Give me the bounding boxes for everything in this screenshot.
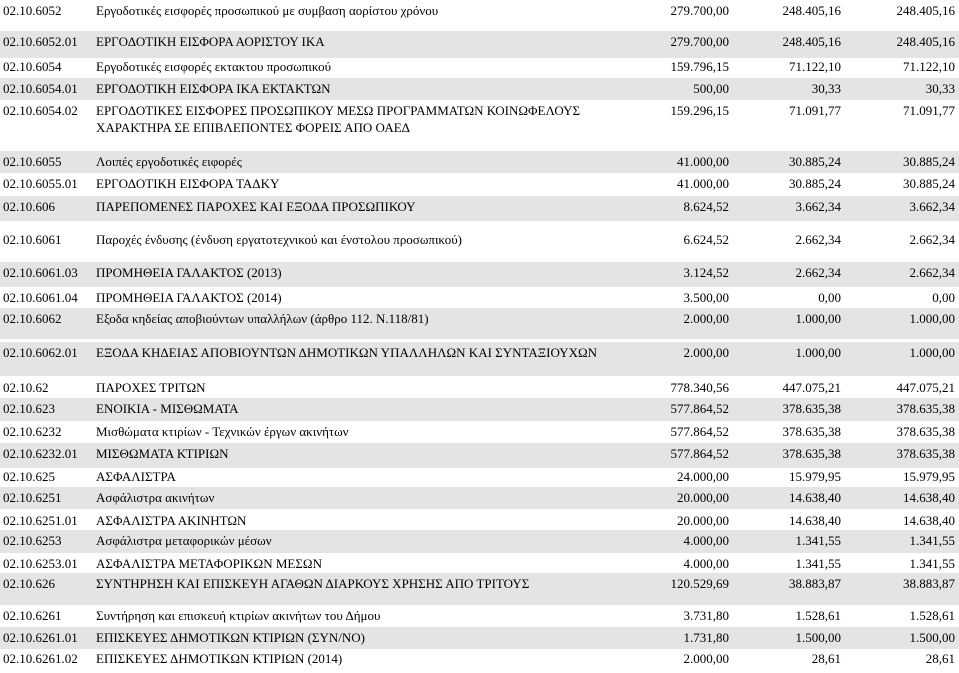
committed-amount-cell: 378.635,38 <box>782 424 841 439</box>
table-row <box>0 398 959 421</box>
budget-amount-cell: 159.296,15 <box>670 103 729 118</box>
committed-amount-cell: 0,00 <box>818 290 841 305</box>
budget-amount-cell: 20.000,00 <box>677 490 729 505</box>
description-cell: ΕΝΟΙΚΙΑ - ΜΙΣΘΩΜΑΤΑ <box>96 401 239 416</box>
paid-amount-cell: 14.638,40 <box>903 513 955 528</box>
committed-amount-cell: 378.635,38 <box>782 446 841 461</box>
budget-amount-cell: 8.624,52 <box>683 199 729 214</box>
table-row <box>0 151 959 173</box>
description-cell: ΜΙΣΘΩΜΑΤΑ ΚΤΙΡΙΩΝ <box>96 446 229 461</box>
description-cell: ΠΑΡΟΧΕΣ ΤΡΙΤΩΝ <box>96 380 206 395</box>
table-row <box>0 466 959 488</box>
account-code-cell: 02.10.6054 <box>3 59 62 74</box>
table-row <box>0 0 959 27</box>
budget-amount-cell: 577.864,52 <box>670 424 729 439</box>
paid-amount-cell: 3.662,34 <box>909 199 955 214</box>
committed-amount-cell: 447.075,21 <box>782 380 841 395</box>
paid-amount-cell: 30,33 <box>925 81 955 96</box>
budget-amount-cell: 41.000,00 <box>677 154 729 169</box>
committed-amount-cell: 2.662,34 <box>795 232 841 247</box>
paid-amount-cell: 1.528,61 <box>909 608 955 623</box>
account-code-cell: 02.10.6061 <box>3 232 62 247</box>
budget-amount-cell: 41.000,00 <box>677 176 729 191</box>
table-row <box>0 196 959 221</box>
paid-amount-cell: 248.405,16 <box>896 3 955 18</box>
paid-amount-cell: 2.662,34 <box>909 265 955 280</box>
description-cell: Εξοδα κηδείας αποβιούντων υπαλλήλων (άρθρο 112. Ν.118/81) <box>96 311 429 326</box>
description-cell: ΕΠΙΣΚΕΥΕΣ ΔΗΜΟΤΙΚΩΝ ΚΤΙΡΙΩΝ (2014) <box>96 651 343 666</box>
account-code-cell: 02.10.6055 <box>3 154 62 169</box>
budget-amount-cell: 1.731,80 <box>683 630 729 645</box>
budget-amount-cell: 778.340,56 <box>670 380 729 395</box>
description-cell: ΑΣΦΑΛΙΣΤΡΑ <box>96 469 176 484</box>
committed-amount-cell: 2.662,34 <box>795 265 841 280</box>
table-row <box>0 342 959 376</box>
budget-amount-cell: 2.000,00 <box>683 345 729 360</box>
budget-amount-cell: 279.700,00 <box>670 3 729 18</box>
budget-amount-cell: 159.796,15 <box>670 59 729 74</box>
paid-amount-cell: 1.000,00 <box>909 311 955 326</box>
committed-amount-cell: 71.122,10 <box>789 59 841 74</box>
table-row <box>0 510 959 532</box>
table-row <box>0 56 959 78</box>
paid-amount-cell: 28,61 <box>925 651 955 666</box>
description-cell: Εργοδοτικές εισφορές προσωπικού με συμβαση αορίστου χρόνου <box>96 3 439 18</box>
committed-amount-cell: 378.635,38 <box>782 401 841 416</box>
paid-amount-cell: 378.635,38 <box>896 424 955 439</box>
committed-amount-cell: 14.638,40 <box>789 513 841 528</box>
budget-amount-cell: 279.700,00 <box>670 34 729 49</box>
committed-amount-cell: 1.000,00 <box>795 311 841 326</box>
account-code-cell: 02.10.6052.01 <box>3 34 78 49</box>
table-row <box>0 627 959 649</box>
account-code-cell: 02.10.6061.03 <box>3 265 78 280</box>
paid-amount-cell: 15.979,95 <box>903 469 955 484</box>
budget-amount-cell: 24.000,00 <box>677 469 729 484</box>
table-row <box>0 173 959 196</box>
paid-amount-cell: 447.075,21 <box>896 380 955 395</box>
description-cell: Παροχές ένδυσης (ένδυση εργατοτεχνικού και ένστολου προσωπικού) <box>96 232 462 247</box>
budget-amount-cell: 6.624,52 <box>683 232 729 247</box>
table-row <box>0 31 959 58</box>
table-row <box>0 573 959 605</box>
budget-amount-cell: 4.000,00 <box>683 556 729 571</box>
budget-amount-cell: 120.529,69 <box>670 576 729 591</box>
account-code-cell: 02.10.6261 <box>3 608 62 623</box>
paid-amount-cell: 378.635,38 <box>896 401 955 416</box>
table-row <box>0 487 959 509</box>
paid-amount-cell: 0,00 <box>932 290 955 305</box>
paid-amount-cell: 14.638,40 <box>903 490 955 505</box>
description-cell: Μισθώματα κτιρίων - Τεχνικών έργων ακινήτων <box>96 424 349 439</box>
description-cell: ΕΡΓΟΔΟΤΙΚΗ ΕΙΣΦΟΡΑ ΑΟΡΙΣΤΟΥ ΙΚΑ <box>96 34 325 49</box>
description-cell: ΠΡΟΜΗΘΕΙΑ ΓΑΛΑΚΤΟΣ (2014) <box>96 290 282 305</box>
account-code-cell: 02.10.6052 <box>3 3 62 18</box>
description-cell: Λοιπές εργοδοτικές ειφορές <box>96 154 242 169</box>
account-code-cell: 02.10.6062.01 <box>3 345 78 360</box>
committed-amount-cell: 1.000,00 <box>795 345 841 360</box>
account-code-cell: 02.10.6251.01 <box>3 513 78 528</box>
account-code-cell: 02.10.626 <box>3 576 55 591</box>
account-code-cell: 02.10.6054.01 <box>3 81 78 96</box>
budget-amount-cell: 2.000,00 <box>683 311 729 326</box>
committed-amount-cell: 248.405,16 <box>782 34 841 49</box>
table-row <box>0 648 959 673</box>
budget-amount-cell: 577.864,52 <box>670 446 729 461</box>
budget-amount-cell: 577.864,52 <box>670 401 729 416</box>
paid-amount-cell: 1.341,55 <box>909 533 955 548</box>
description-cell: ΠΡΟΜΗΘΕΙΑ ΓΑΛΑΚΤΟΣ (2013) <box>96 265 282 280</box>
account-code-cell: 02.10.6232.01 <box>3 446 78 461</box>
table-row <box>0 262 959 287</box>
description-cell: ΕΞΟΔΑ ΚΗΔΕΙΑΣ ΑΠΟΒΙΟΥΝΤΩΝ ΔΗΜΟΤΙΚΩΝ ΥΠΑΛΛΗΛΩΝ ΚΑΙ ΣΥΝΤΑΞΙΟΥΧΩΝ <box>96 345 598 360</box>
description-cell: ΕΡΓΟΔΟΤΙΚΗ ΕΙΣΦΟΡΑ ΙΚΑ ΕΚΤΑΚΤΩΝ <box>96 81 331 96</box>
committed-amount-cell: 3.662,34 <box>795 199 841 214</box>
description-cell: ΠΑΡΕΠΟΜΕΝΕΣ ΠΑΡΟΧΕΣ ΚΑΙ ΕΞΟΔΑ ΠΡΟΣΩΠΙΚΟΥ <box>96 199 416 214</box>
committed-amount-cell: 1.528,61 <box>795 608 841 623</box>
table-row <box>0 530 959 553</box>
description-cell: ΑΣΦΑΛΙΣΤΡΑ ΑΚΙΝΗΤΩΝ <box>96 513 247 528</box>
paid-amount-cell: 2.662,34 <box>909 232 955 247</box>
budget-amount-cell: 3.500,00 <box>683 290 729 305</box>
table-row <box>0 605 959 627</box>
table-row <box>0 377 959 398</box>
paid-amount-cell: 71.091,77 <box>903 103 955 118</box>
account-code-cell: 02.10.625 <box>3 469 55 484</box>
paid-amount-cell: 378.635,38 <box>896 446 955 461</box>
account-code-cell: 02.10.6232 <box>3 424 62 439</box>
committed-amount-cell: 1.341,55 <box>795 556 841 571</box>
committed-amount-cell: 1.341,55 <box>795 533 841 548</box>
budget-amount-cell: 20.000,00 <box>677 513 729 528</box>
table-row <box>0 443 959 468</box>
table-row <box>0 100 959 150</box>
budget-amount-cell: 500,00 <box>693 81 729 96</box>
committed-amount-cell: 1.500,00 <box>795 630 841 645</box>
description-cell: ΕΡΓΟΔΟΤΙΚΕΣ ΕΙΣΦΟΡΕΣ ΠΡΟΣΩΠΙΚΟΥ ΜΕΣΩ ΠΡΟΓΡΑΜΜΑΤΩΝ ΚΟΙΝΩΦΕΛΟΥΣ ΧΑΡΑΚΤΗΡΑ ΣΕ ΕΠΙΒΛΕΠΟΝΤΕΣ ΦΟΡΕΙΣ ΑΠΟ ΟΑΕΔ <box>96 103 581 135</box>
description-cell: ΕΡΓΟΔΟΤΙΚΗ ΕΙΣΦΟΡΑ ΤΑΔΚΥ <box>96 176 280 191</box>
account-code-cell: 02.10.6054.02 <box>3 103 78 118</box>
committed-amount-cell: 14.638,40 <box>789 490 841 505</box>
budget-amount-cell: 2.000,00 <box>683 651 729 666</box>
committed-amount-cell: 71.091,77 <box>789 103 841 118</box>
table-row <box>0 229 959 258</box>
paid-amount-cell: 30.885,24 <box>903 154 955 169</box>
account-code-cell: 02.10.6253.01 <box>3 556 78 571</box>
paid-amount-cell: 1.000,00 <box>909 345 955 360</box>
description-cell: Εργοδοτικές εισφορές εκτακτου προσωπικού <box>96 59 332 74</box>
committed-amount-cell: 30.885,24 <box>789 176 841 191</box>
description-cell: ΑΣΦΑΛΙΣΤΡΑ ΜΕΤΑΦΟΡΙΚΩΝ ΜΕΣΩΝ <box>96 556 322 571</box>
table-row <box>0 308 959 339</box>
account-code-cell: 02.10.6055.01 <box>3 176 78 191</box>
budget-amount-cell: 3.731,80 <box>683 608 729 623</box>
account-code-cell: 02.10.623 <box>3 401 55 416</box>
table-row <box>0 287 959 308</box>
committed-amount-cell: 28,61 <box>811 651 841 666</box>
paid-amount-cell: 1.341,55 <box>909 556 955 571</box>
table-row <box>0 78 959 100</box>
description-cell: ΕΠΙΣΚΕΥΕΣ ΔΗΜΟΤΙΚΩΝ ΚΤΙΡΙΩΝ (ΣΥΝ/ΝΟ) <box>96 630 365 645</box>
paid-amount-cell: 248.405,16 <box>896 34 955 49</box>
description-cell: Ασφάλιστρα μεταφορικών μέσων <box>96 533 272 548</box>
budget-amount-cell: 3.124,52 <box>683 265 729 280</box>
account-code-cell: 02.10.606 <box>3 199 55 214</box>
description-cell: Ασφάλιστρα ακινήτων <box>96 490 215 505</box>
description-cell: ΣΥΝΤΗΡΗΣΗ ΚΑΙ ΕΠΙΣΚΕΥΗ ΑΓΑΘΩΝ ΔΙΑΡΚΟΥΣ ΧΡΗΣΗΣ ΑΠΟ ΤΡΙΤΟΥΣ <box>96 576 530 591</box>
account-code-cell: 02.10.6061.04 <box>3 290 78 305</box>
committed-amount-cell: 38.883,87 <box>789 576 841 591</box>
paid-amount-cell: 30.885,24 <box>903 176 955 191</box>
committed-amount-cell: 15.979,95 <box>789 469 841 484</box>
account-code-cell: 02.10.6261.01 <box>3 630 78 645</box>
committed-amount-cell: 248.405,16 <box>782 3 841 18</box>
description-cell: Συντήρηση και επισκευή κτιρίων ακινήτων του Δήμου <box>96 608 381 623</box>
paid-amount-cell: 1.500,00 <box>909 630 955 645</box>
account-code-cell: 02.10.6261.02 <box>3 651 78 666</box>
table-row <box>0 421 959 443</box>
paid-amount-cell: 38.883,87 <box>903 576 955 591</box>
account-code-cell: 02.10.62 <box>3 380 49 395</box>
committed-amount-cell: 30.885,24 <box>789 154 841 169</box>
account-code-cell: 02.10.6251 <box>3 490 62 505</box>
account-code-cell: 02.10.6062 <box>3 311 62 326</box>
account-code-cell: 02.10.6253 <box>3 533 62 548</box>
committed-amount-cell: 30,33 <box>811 81 841 96</box>
budget-amount-cell: 4.000,00 <box>683 533 729 548</box>
paid-amount-cell: 71.122,10 <box>903 59 955 74</box>
